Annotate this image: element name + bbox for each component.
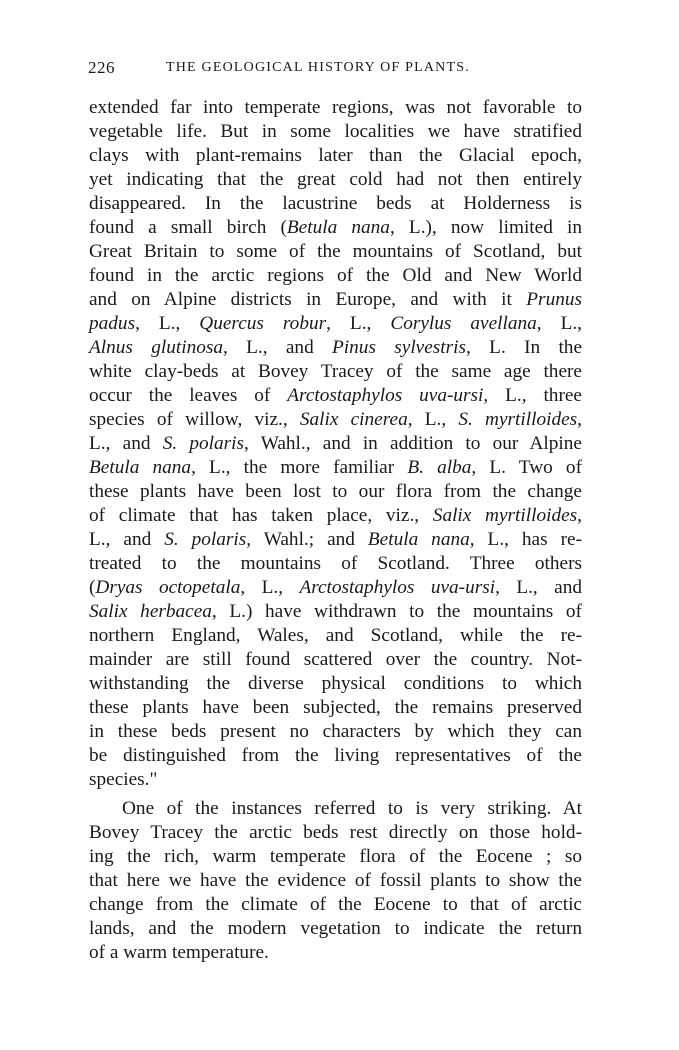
text-line: clays with plant-remains later than the Glacial epoch,	[89, 145, 582, 166]
text-line: disappeared. In the lacustrine beds at Holderness is	[89, 193, 582, 214]
text-line: these plants have been lost to our flora from the change	[89, 481, 582, 502]
text-line: that here we have the evidence of fossil plants to show the	[89, 870, 582, 891]
body-text	[89, 96, 582, 965]
text-line: vegetable life. But in some localities we have stratified	[89, 121, 582, 142]
paragraph	[89, 797, 582, 965]
text-line: be distinguished from the living representatives of the	[89, 745, 582, 766]
text-line: change from the climate of the Eocene to that of arctic	[89, 894, 582, 915]
text-line: One of the instances referred to is very striking. At	[122, 798, 582, 819]
text-line: Alnus glutinosa, L., and Pinus sylvestris, L. In the	[89, 337, 582, 358]
text-line: Betula nana, L., the more familiar B. alba, L. Two of	[89, 457, 582, 478]
text-line: padus, L., Quercus robur, L., Corylus avellana, L.,	[89, 313, 583, 334]
text-line: extended far into temperate regions, was not favorable to	[89, 97, 582, 118]
text-line: species."	[89, 769, 158, 790]
text-line: ing the rich, warm temperate flora of the Eocene ; so	[89, 846, 582, 867]
text-line: yet indicating that the great cold had not then entirely	[89, 169, 582, 190]
page-number: 226	[88, 58, 115, 77]
text-line: found a small birch (Betula nana, L.), now limited in	[89, 217, 582, 238]
text-line: occur the leaves of Arctostaphylos uva-ursi, L., three	[89, 385, 582, 406]
text-line: of a warm temperature.	[89, 942, 269, 963]
text-line: Great Britain to some of the mountains of Scotland, but	[89, 241, 582, 262]
text-line: Bovey Tracey the arctic beds rest directly on those hold-	[89, 822, 582, 843]
text-line: species of willow, viz., Salix cinerea, L., S. myrtilloides,	[89, 409, 582, 430]
text-line: withstanding the diverse physical conditions to which	[89, 673, 582, 694]
text-line: lands, and the modern vegetation to indicate the return	[89, 918, 582, 939]
text-line: L., and S. polaris, Wahl.; and Betula nana, L., has re-	[89, 529, 582, 550]
running-title: THE GEOLOGICAL HISTORY OF PLANTS.	[166, 60, 470, 75]
text-line: white clay-beds at Bovey Tracey of the same age there	[89, 361, 582, 382]
text-line: found in the arctic regions of the Old and New World	[89, 265, 582, 286]
text-line: these plants have been subjected, the remains preserved	[89, 697, 582, 718]
text-line: in these beds present no characters by which they can	[89, 721, 582, 742]
text-line: treated to the mountains of Scotland. Three others	[89, 553, 582, 574]
text-line: mainder are still found scattered over the country. Not-	[89, 649, 582, 670]
text-line: Salix herbacea, L.) have withdrawn to the mountains of	[89, 601, 582, 622]
page-header	[88, 56, 588, 80]
text-line: of climate that has taken place, viz., Salix myrtilloides,	[89, 505, 582, 526]
text-line: and on Alpine districts in Europe, and with it Prunus	[89, 289, 582, 310]
text-line: L., and S. polaris, Wahl., and in addition to our Alpine	[89, 433, 582, 454]
paragraph	[89, 96, 582, 792]
text-line: (Dryas octopetala, L., Arctostaphylos uva-ursi, L., and	[89, 577, 582, 598]
text-line: northern England, Wales, and Scotland, while the re-	[89, 625, 582, 646]
